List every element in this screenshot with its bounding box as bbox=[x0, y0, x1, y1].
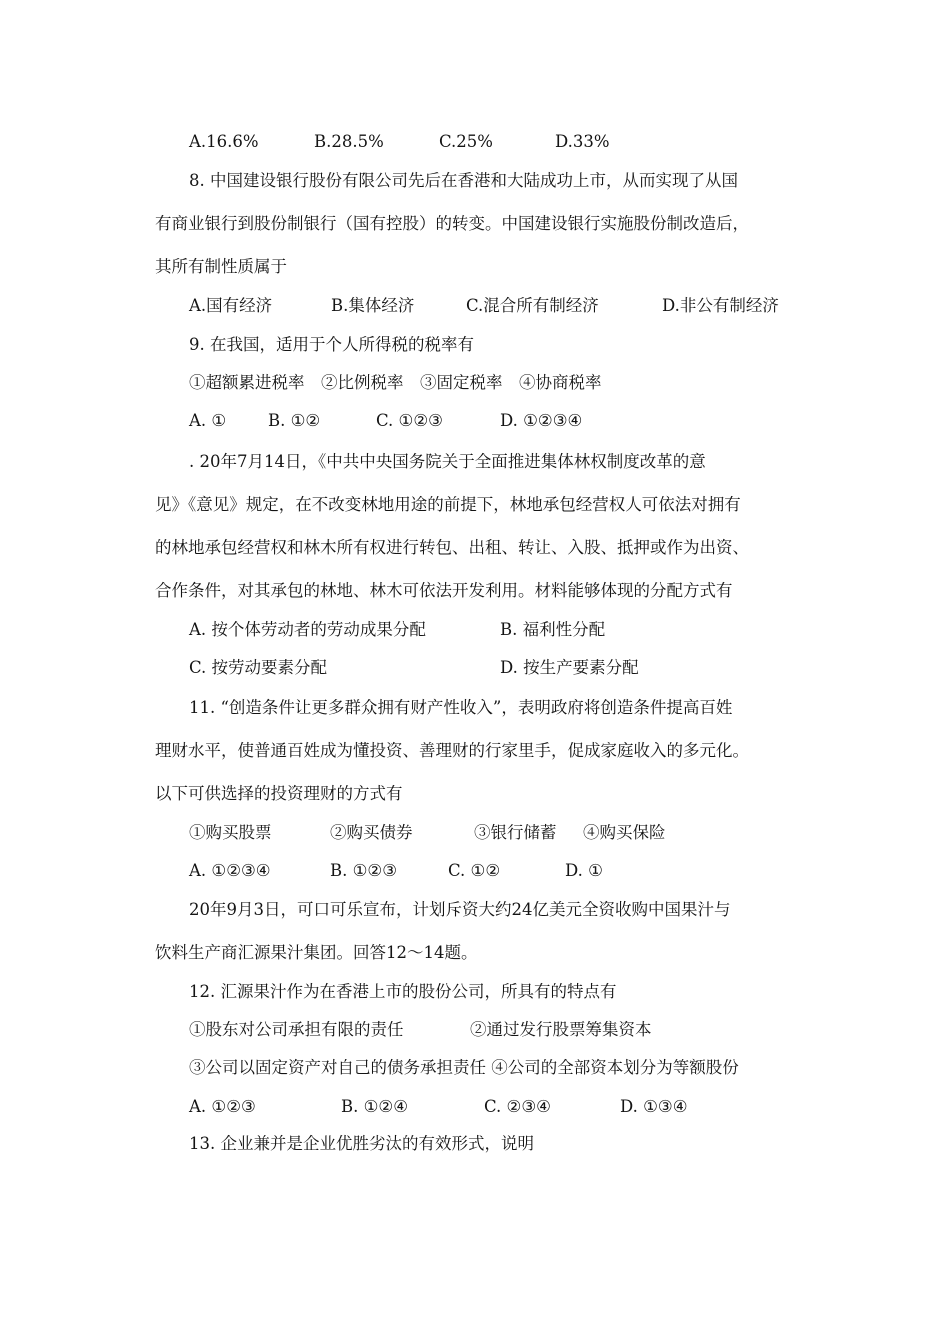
q12-items-row-1 bbox=[0, 1019, 652, 1041]
q8-option-d: D.非公有制经济 bbox=[662, 296, 779, 315]
q10-option-d: D. 按生产要素分配 bbox=[500, 658, 639, 677]
q11-option-c: C. ①② bbox=[448, 861, 501, 880]
q8-option-a: A.国有经济 bbox=[189, 296, 273, 315]
q9-option-a: A. ① bbox=[189, 411, 227, 430]
q8-stem-line-2: 有商业银行到股份制银行（国有控股）的转变。中国建设银行实施股份制改造后， bbox=[155, 214, 749, 233]
q7-options bbox=[0, 131, 610, 153]
q7-option-d: D.33% bbox=[555, 132, 610, 151]
q12-option-c: C. ②③④ bbox=[484, 1097, 551, 1116]
q12-option-a: A. ①②③ bbox=[189, 1097, 256, 1116]
q11-item-2: ②购买债券 bbox=[330, 823, 413, 842]
q10-option-a: A. 按个体劳动者的劳动成果分配 bbox=[189, 620, 426, 639]
q12-items-row-2: ③公司以固定资产对自己的债务承担责任 ④公司的全部资本划分为等额股份 bbox=[189, 1058, 739, 1077]
q10-option-b: B. 福利性分配 bbox=[500, 620, 606, 639]
q10-stem-line-2: 见》《意见》规定，在不改变林地用途的前提下，林地承包经营权人可依法对拥有 bbox=[155, 495, 741, 514]
q10-stem-line-3: 的林地承包经营权和林木所有权进行转包、出租、转让、入股、抵押或作为出资、 bbox=[155, 538, 749, 557]
q11-option-b: B. ①②③ bbox=[330, 861, 397, 880]
q8-option-c: C.混合所有制经济 bbox=[466, 296, 599, 315]
q7-option-c: C.25% bbox=[439, 132, 493, 151]
q10-option-c: C. 按劳动要素分配 bbox=[189, 658, 328, 677]
q11-stem-line-2: 理财水平，使普通百姓成为懂投资、善理财的行家里手，促成家庭收入的多元化。 bbox=[155, 741, 749, 760]
q8-options bbox=[0, 295, 779, 317]
q12-stem: 12. 汇源果汁作为在香港上市的股份公司，所具有的特点有 bbox=[189, 982, 617, 1001]
q11-stem-line-3: 以下可供选择的投资理财的方式有 bbox=[155, 784, 403, 803]
q8-stem-line-3: 其所有制性质属于 bbox=[155, 257, 287, 276]
q9-option-c: C. ①②③ bbox=[376, 411, 443, 430]
q11-items bbox=[0, 822, 666, 844]
q11-option-a: A. ①②③④ bbox=[189, 861, 271, 880]
q9-stem: 9. 在我国，适用于个人所得税的税率有 bbox=[189, 335, 474, 354]
q11-option-d: D. ① bbox=[565, 861, 603, 880]
q10-stem-line-1: . 20年7月14日，《中共中央国务院关于全面推进集体林权制度改革的意 bbox=[189, 452, 706, 471]
material-line-2: 饮料生产商汇源果汁集团。回答12～14题。 bbox=[155, 943, 478, 962]
q12-item-2: ②通过发行股票筹集资本 bbox=[470, 1020, 652, 1039]
q8-option-b: B.集体经济 bbox=[331, 296, 415, 315]
q11-item-3: ③银行储蓄 bbox=[474, 823, 557, 842]
q11-item-1: ①购买股票 bbox=[189, 823, 272, 842]
q10-options-row-1 bbox=[0, 619, 606, 641]
q8-stem-line-1: 8. 中国建设银行股份有限公司先后在香港和大陆成功上市，从而实现了从国 bbox=[189, 171, 738, 190]
material-line-1: 20年9月3日，可口可乐宣布，计划斥资大约24亿美元全资收购中国果汁与 bbox=[189, 900, 731, 919]
q10-stem-line-4: 合作条件，对其承包的林地、林木可依法开发利用。材料能够体现的分配方式有 bbox=[155, 581, 733, 600]
q9-items: ①超额累进税率 ②比例税率 ③固定税率 ④协商税率 bbox=[189, 373, 602, 392]
q12-item-1: ①股东对公司承担有限的责任 bbox=[189, 1020, 404, 1039]
q7-option-a: A.16.6% bbox=[189, 132, 259, 151]
q11-item-4: ④购买保险 bbox=[583, 823, 666, 842]
q9-option-d: D. ①②③④ bbox=[500, 411, 583, 430]
q11-stem-line-1: 11. “创造条件让更多群众拥有财产性收入”，表明政府将创造条件提高百姓 bbox=[189, 698, 733, 717]
q11-options bbox=[0, 860, 603, 882]
q12-options bbox=[0, 1096, 688, 1118]
q10-options-row-2 bbox=[0, 657, 639, 679]
q9-option-b: B. ①② bbox=[268, 411, 321, 430]
q12-option-d: D. ①③④ bbox=[620, 1097, 688, 1116]
q7-option-b: B.28.5% bbox=[314, 132, 384, 151]
q13-stem: 13. 企业兼并是企业优胜劣汰的有效形式，说明 bbox=[189, 1134, 534, 1153]
q12-option-b: B. ①②④ bbox=[341, 1097, 408, 1116]
q9-options bbox=[0, 410, 583, 432]
